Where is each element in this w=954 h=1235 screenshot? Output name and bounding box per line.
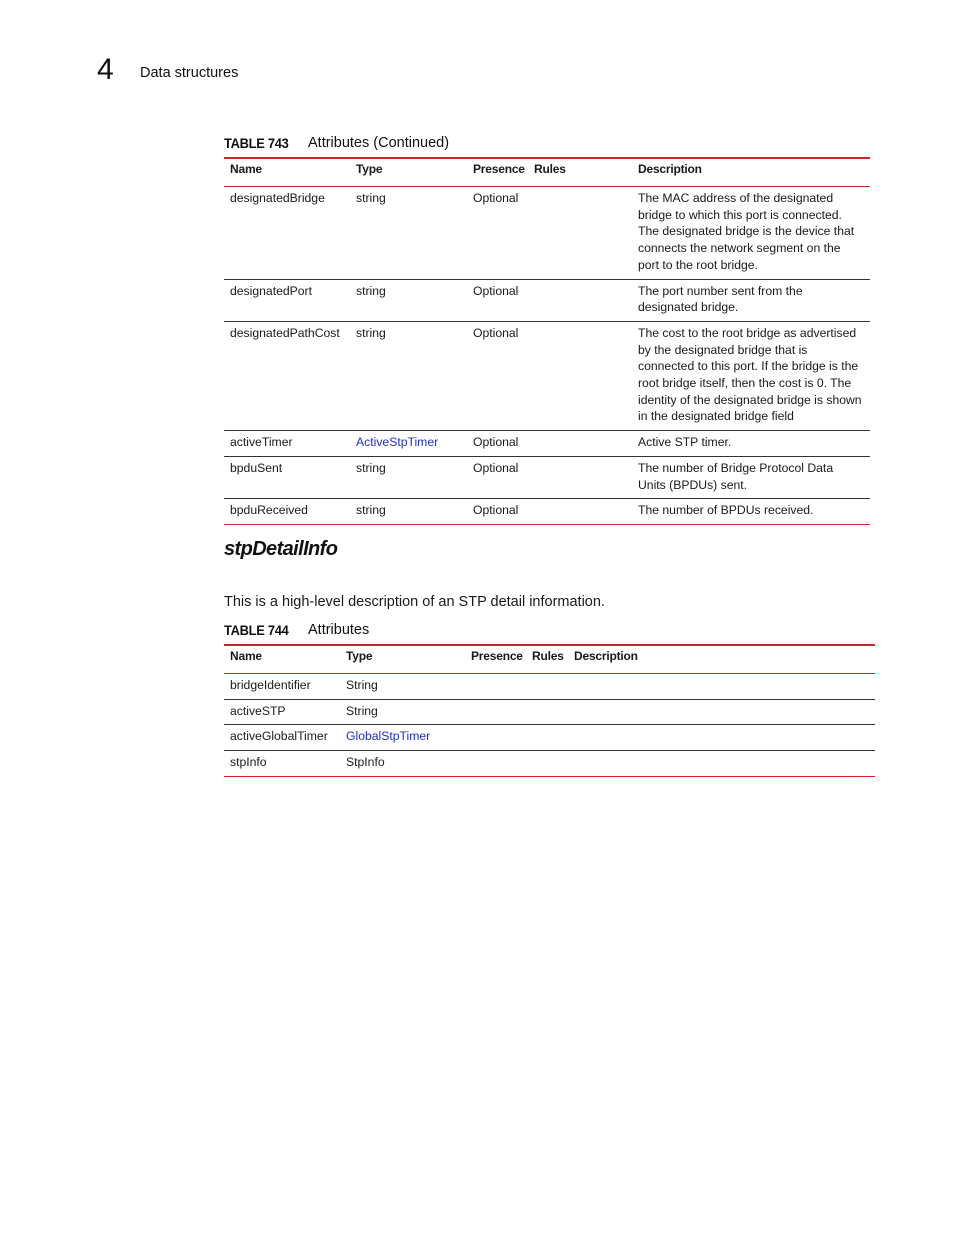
cell-type: string [350, 187, 467, 280]
cell-presence [465, 674, 526, 700]
table-row [224, 751, 875, 777]
column-header-presence: Presence [465, 645, 526, 674]
table-row [224, 431, 870, 457]
table-row [224, 187, 870, 280]
cell-rules [526, 751, 568, 777]
cell-rules [528, 279, 632, 321]
chapter-number: 4 [97, 53, 114, 86]
active-stp-timer-link[interactable]: ActiveStpTimer [356, 435, 439, 450]
cell-type: string [350, 499, 467, 525]
cell-description: The MAC address of the designated bridge to which this port is connected. The designated bridge is the device that connects the network segment on the port to the root bridge. [632, 187, 870, 280]
table-row [224, 499, 870, 525]
cell-name: bpduReceived [224, 499, 350, 525]
table-row [224, 456, 870, 498]
cell-presence: Optional [467, 499, 528, 525]
column-header-description: Description [632, 158, 870, 187]
cell-type [350, 431, 467, 457]
cell-rules [528, 456, 632, 498]
cell-description: The number of BPDUs received. [632, 499, 870, 525]
cell-type: StpInfo [340, 751, 465, 777]
cell-rules [526, 674, 568, 700]
cell-description: The port number sent from the designated bridge. [632, 279, 870, 321]
table-743-caption-title: Attributes (Continued) [308, 135, 450, 151]
section-description: This is a high-level description of an STP detail information. [224, 594, 605, 610]
cell-presence: Optional [467, 456, 528, 498]
cell-rules [528, 321, 632, 430]
column-header-type: Type [340, 645, 465, 674]
column-header-rules: Rules [528, 158, 632, 187]
column-header-rules: Rules [526, 645, 568, 674]
table-row [224, 279, 870, 321]
column-header-presence: Presence [467, 158, 528, 187]
section-heading: stpDetailInfo [224, 538, 338, 560]
cell-type: string [350, 321, 467, 430]
column-header-description: Description [568, 645, 875, 674]
table-744-caption [224, 622, 370, 639]
cell-name: designatedBridge [224, 187, 350, 280]
cell-name: designatedPathCost [224, 321, 350, 430]
cell-name: activeGlobalTimer [224, 725, 340, 751]
attributes-table-743 [224, 157, 870, 525]
cell-description [568, 725, 875, 751]
cell-name: activeSTP [224, 699, 340, 725]
cell-type [340, 725, 465, 751]
table-row [224, 699, 875, 725]
cell-name: stpInfo [224, 751, 340, 777]
table-743-caption-number: TABLE 743 [224, 135, 289, 151]
table-header-row [224, 645, 875, 674]
cell-presence: Optional [467, 279, 528, 321]
cell-name: bridgeIdentifier [224, 674, 340, 700]
cell-type: string [350, 456, 467, 498]
cell-description [568, 674, 875, 700]
cell-presence [465, 751, 526, 777]
cell-rules [526, 725, 568, 751]
cell-name: activeTimer [224, 431, 350, 457]
table-744-caption-title: Attributes [308, 622, 370, 638]
chapter-title: Data structures [140, 65, 239, 81]
cell-description: Active STP timer. [632, 431, 870, 457]
cell-name: bpduSent [224, 456, 350, 498]
cell-name: designatedPort [224, 279, 350, 321]
cell-presence: Optional [467, 321, 528, 430]
cell-presence: Optional [467, 187, 528, 280]
cell-presence [465, 699, 526, 725]
cell-rules [528, 499, 632, 525]
column-header-name: Name [224, 645, 340, 674]
cell-presence: Optional [467, 431, 528, 457]
column-header-name: Name [224, 158, 350, 187]
table-743-caption [224, 135, 450, 152]
cell-rules [526, 699, 568, 725]
cell-type: String [340, 674, 465, 700]
attributes-table-744 [224, 644, 875, 777]
cell-rules [528, 187, 632, 280]
table-744-caption-number: TABLE 744 [224, 622, 289, 638]
table-row [224, 725, 875, 751]
cell-type: string [350, 279, 467, 321]
cell-description [568, 699, 875, 725]
table-row [224, 674, 875, 700]
table-row [224, 321, 870, 430]
table-header-row [224, 158, 870, 187]
cell-presence [465, 725, 526, 751]
cell-rules [528, 431, 632, 457]
column-header-type: Type [350, 158, 467, 187]
cell-description: The number of Bridge Protocol Data Units (BPDUs) sent. [632, 456, 870, 498]
cell-type: String [340, 699, 465, 725]
global-stp-timer-link[interactable]: GlobalStpTimer [346, 729, 431, 744]
cell-description: The cost to the root bridge as advertised by the designated bridge that is connected to this port. If the bridge is the root bridge itself, then the cost is 0. The identity of the designated bridge is shown in the designated bridge field [632, 321, 870, 430]
cell-description [568, 751, 875, 777]
